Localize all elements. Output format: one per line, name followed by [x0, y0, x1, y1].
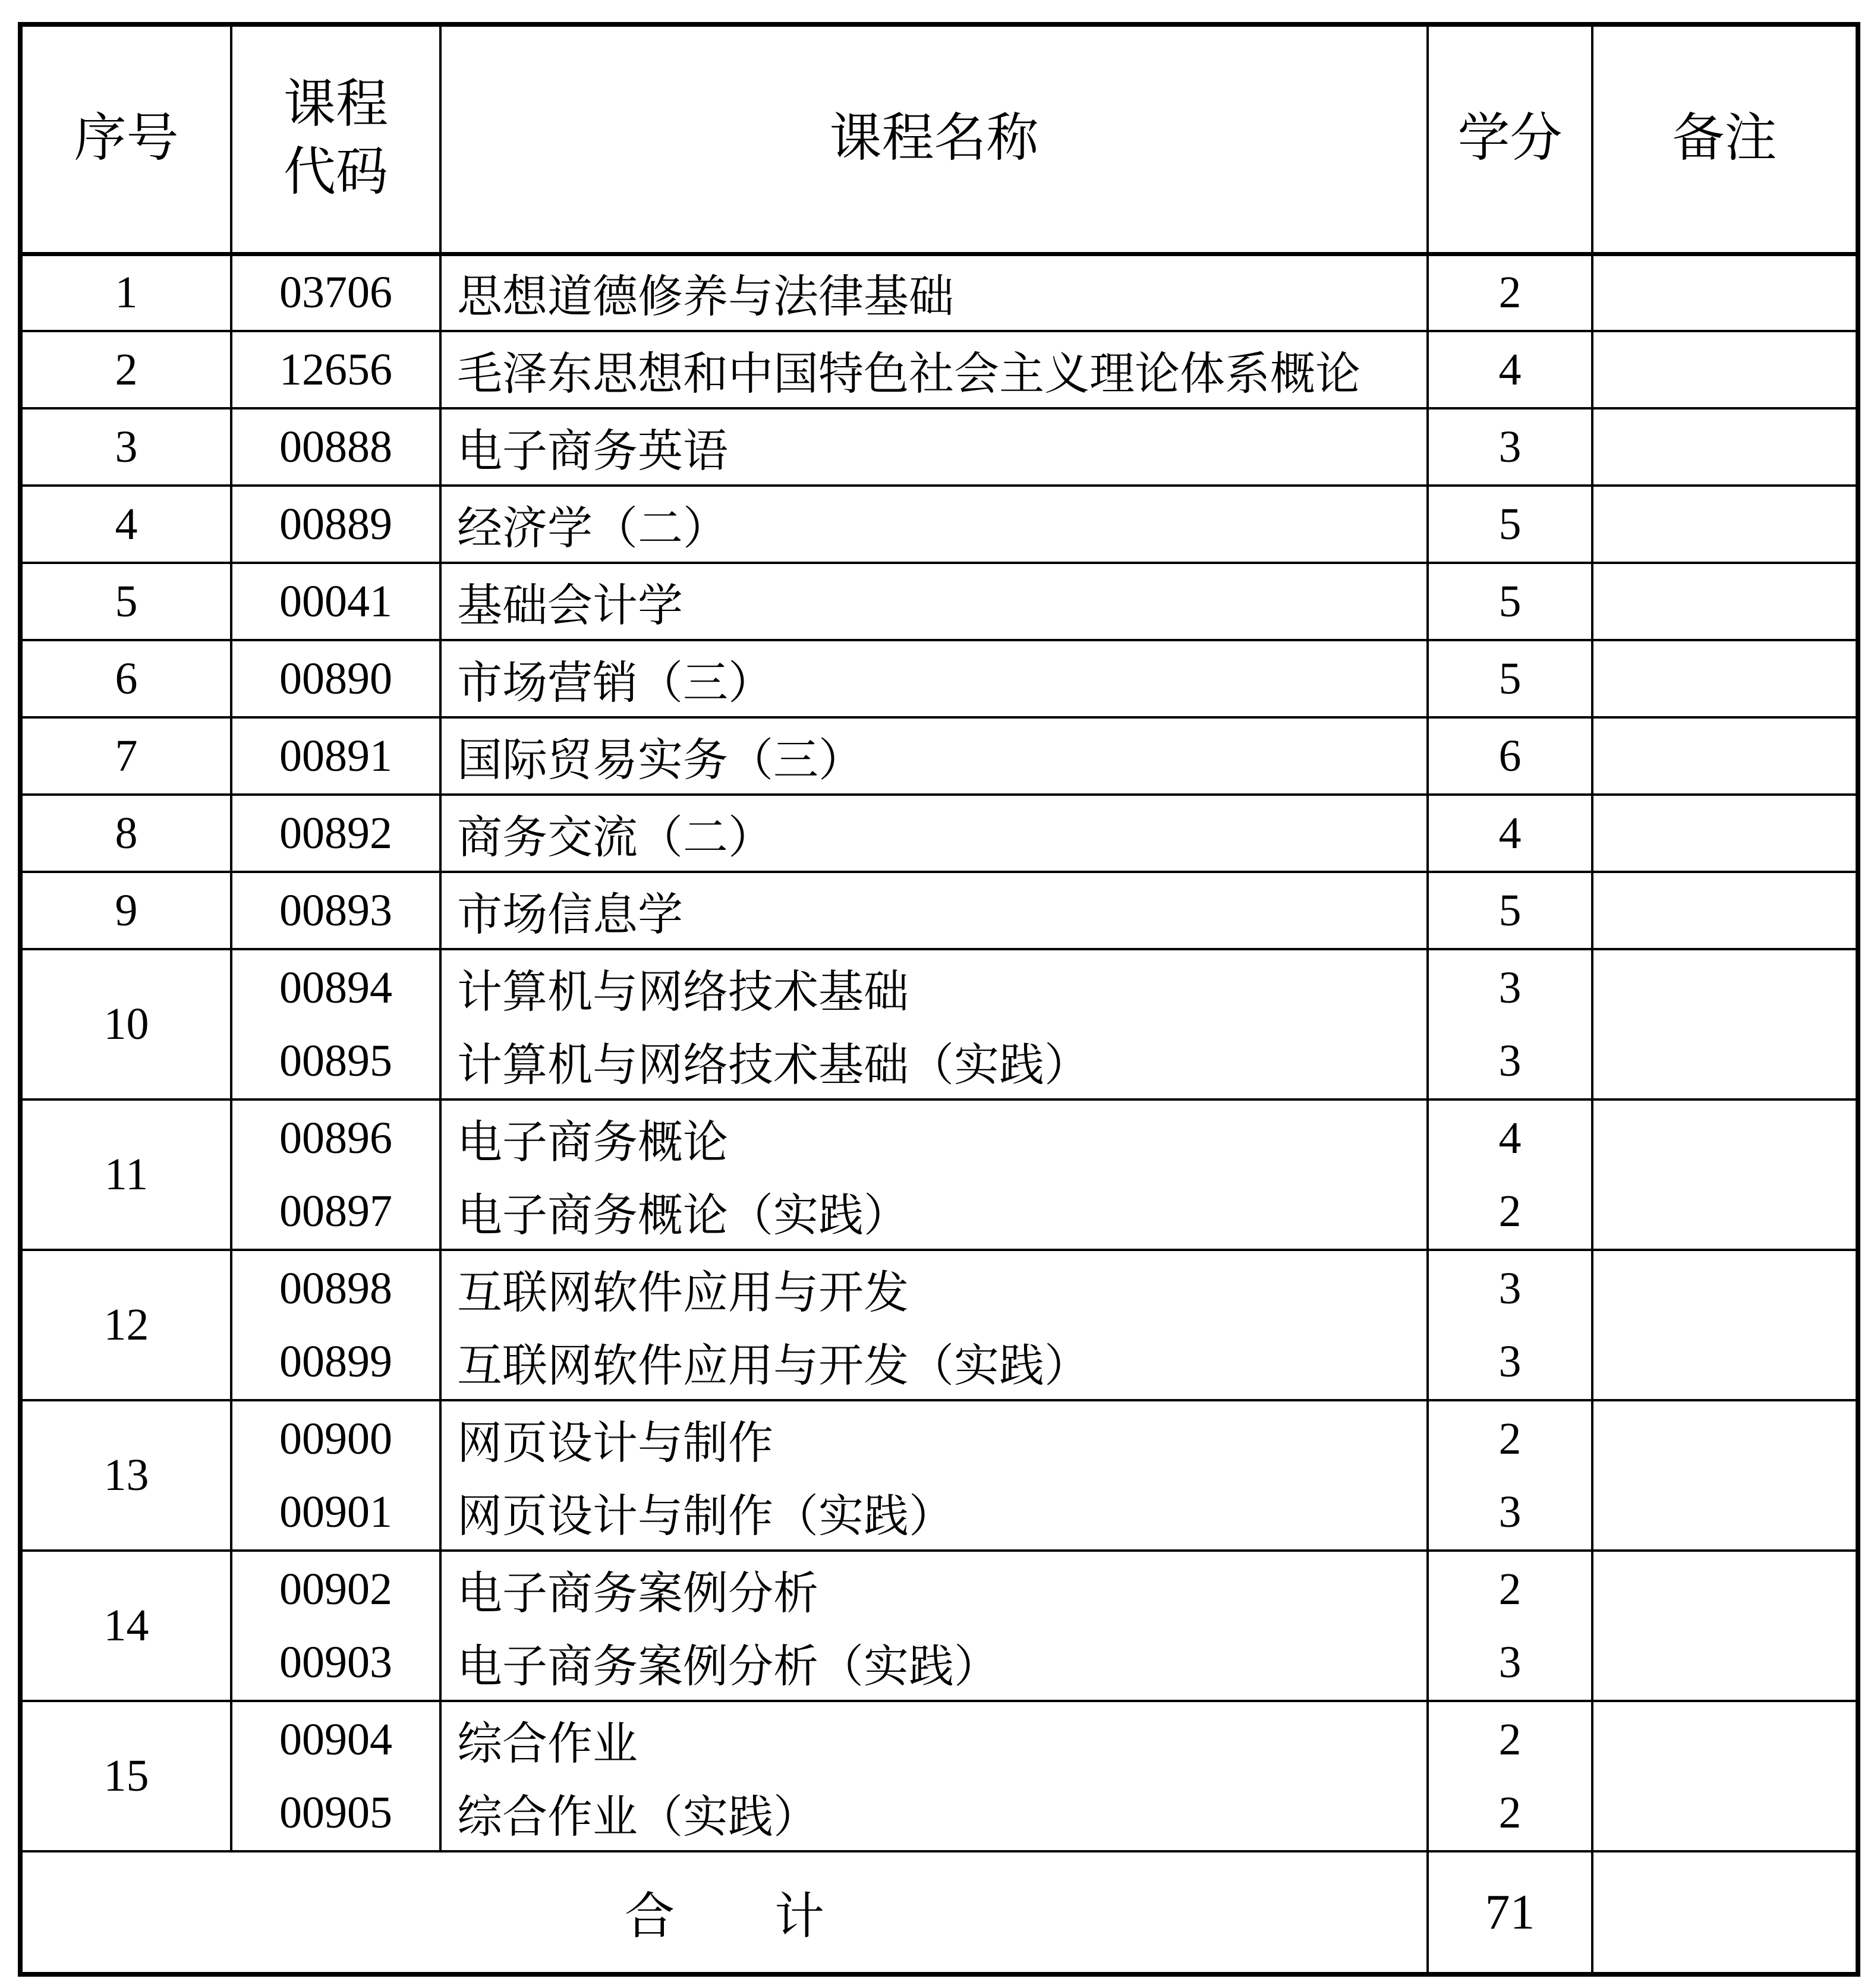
header-index: 序号	[20, 24, 231, 254]
course-credits: 3	[1498, 1637, 1522, 1687]
row-index-cell: 5	[20, 563, 231, 640]
course-name: 国际贸易实务（三）	[457, 735, 864, 786]
row-index-cell: 4	[20, 486, 231, 563]
course-name: 思想道德修养与法律基础	[457, 272, 954, 323]
course-name: 电子商务概论（实践）	[457, 1190, 909, 1241]
code-cell	[231, 408, 440, 486]
table-row	[20, 1400, 1858, 1551]
code-cell	[231, 1099, 440, 1250]
row-index-cell: 14	[20, 1551, 231, 1701]
code-cell	[231, 1551, 440, 1701]
table-row	[20, 563, 1858, 640]
course-credits: 3	[1498, 421, 1522, 472]
course-credits: 5	[1498, 885, 1522, 935]
remarks-cell	[1592, 408, 1858, 486]
name-cell	[440, 331, 1428, 408]
code-cell	[231, 795, 440, 872]
table-row	[20, 254, 1858, 331]
header-remarks: 备注	[1592, 24, 1858, 254]
course-credits: 2	[1498, 1186, 1522, 1236]
credits-cell	[1428, 1250, 1592, 1400]
credits-cell	[1428, 254, 1592, 331]
course-name: 互联网软件应用与开发	[457, 1268, 909, 1318]
name-cell	[440, 717, 1428, 795]
table-row	[20, 331, 1858, 408]
row-index-cell: 7	[20, 717, 231, 795]
name-cell	[440, 1400, 1428, 1551]
course-name: 电子商务案例分析（实践）	[457, 1642, 999, 1692]
credits-cell	[1428, 1400, 1592, 1551]
name-cell	[440, 1099, 1428, 1250]
course-code: 00888	[279, 421, 392, 472]
table-row	[20, 1701, 1858, 1851]
course-table-body	[20, 254, 1858, 1851]
total-remarks-cell	[1592, 1851, 1858, 1974]
course-credits: 4	[1498, 1113, 1522, 1163]
course-name: 综合作业	[457, 1719, 638, 1769]
remarks-cell	[1592, 331, 1858, 408]
remarks-cell	[1592, 254, 1858, 331]
table-row	[20, 872, 1858, 949]
credits-cell	[1428, 872, 1592, 949]
course-code: 00902	[279, 1564, 392, 1614]
table-row	[20, 486, 1858, 563]
course-name: 市场营销（三）	[457, 658, 773, 708]
course-code: 00904	[279, 1714, 392, 1765]
course-credits: 3	[1498, 1263, 1522, 1313]
course-table-footer	[20, 1851, 1858, 1974]
course-name: 互联网软件应用与开发（实践）	[457, 1341, 1089, 1391]
code-cell	[231, 872, 440, 949]
course-name: 毛泽东思想和中国特色社会主义理论体系概论	[457, 349, 1360, 399]
row-index-cell: 13	[20, 1400, 231, 1551]
table-row	[20, 795, 1858, 872]
code-cell	[231, 640, 440, 717]
header-credits: 学分	[1428, 24, 1592, 254]
course-credits: 2	[1498, 1787, 1522, 1838]
remarks-cell	[1592, 949, 1858, 1099]
header-code-line2: 代码	[283, 144, 388, 202]
credits-cell	[1428, 795, 1592, 872]
total-label-cell: 合 计	[20, 1851, 1428, 1974]
course-credits: 2	[1498, 267, 1522, 318]
credits-cell	[1428, 331, 1592, 408]
header-name: 课程名称	[440, 24, 1428, 254]
course-credits: 4	[1498, 344, 1522, 395]
code-cell	[231, 486, 440, 563]
course-code: 00896	[279, 1113, 392, 1163]
course-code: 00899	[279, 1336, 392, 1387]
course-code: 00891	[279, 730, 392, 781]
course-code: 00898	[279, 1263, 392, 1313]
name-cell	[440, 408, 1428, 486]
code-cell	[231, 331, 440, 408]
remarks-cell	[1592, 717, 1858, 795]
credits-cell	[1428, 1701, 1592, 1851]
credits-cell	[1428, 486, 1592, 563]
remarks-cell	[1592, 872, 1858, 949]
name-cell	[440, 795, 1428, 872]
row-index-cell: 3	[20, 408, 231, 486]
credits-cell	[1428, 717, 1592, 795]
course-name: 网页设计与制作（实践）	[457, 1491, 954, 1542]
course-credits: 3	[1498, 962, 1522, 1013]
remarks-cell	[1592, 1250, 1858, 1400]
row-index-cell: 11	[20, 1099, 231, 1250]
course-credits: 4	[1498, 808, 1522, 858]
header-row	[20, 24, 1858, 254]
header-code-line1: 课程	[283, 75, 388, 134]
course-name: 经济学（二）	[457, 503, 728, 554]
course-credits: 3	[1498, 1336, 1522, 1387]
name-cell	[440, 254, 1428, 331]
row-index-cell: 9	[20, 872, 231, 949]
course-code: 00903	[279, 1637, 392, 1687]
course-code: 00893	[279, 885, 392, 935]
header-code	[231, 24, 440, 254]
credits-cell	[1428, 949, 1592, 1099]
remarks-cell	[1592, 1551, 1858, 1701]
course-code: 00894	[279, 962, 392, 1013]
row-index-cell: 15	[20, 1701, 231, 1851]
course-credits: 3	[1498, 1035, 1522, 1086]
row-index-cell: 12	[20, 1250, 231, 1400]
credits-cell	[1428, 640, 1592, 717]
row-index-cell: 2	[20, 331, 231, 408]
credits-cell	[1428, 563, 1592, 640]
table-row	[20, 640, 1858, 717]
course-name: 综合作业（实践）	[457, 1792, 818, 1842]
remarks-cell	[1592, 1701, 1858, 1851]
remarks-cell	[1592, 563, 1858, 640]
code-cell	[231, 254, 440, 331]
table-row	[20, 717, 1858, 795]
name-cell	[440, 1701, 1428, 1851]
remarks-cell	[1592, 1400, 1858, 1551]
name-cell	[440, 1250, 1428, 1400]
table-row	[20, 408, 1858, 486]
row-index-cell: 10	[20, 949, 231, 1099]
code-cell	[231, 1400, 440, 1551]
course-code: 00890	[279, 653, 392, 704]
course-credits: 2	[1498, 1413, 1522, 1464]
course-name: 电子商务英语	[457, 426, 728, 477]
code-cell	[231, 949, 440, 1099]
course-code: 00895	[279, 1035, 392, 1086]
course-name: 市场信息学	[457, 890, 683, 940]
course-code: 00897	[279, 1186, 392, 1236]
course-name: 网页设计与制作	[457, 1418, 773, 1469]
code-cell	[231, 563, 440, 640]
table-row	[20, 1551, 1858, 1701]
course-code: 12656	[279, 344, 392, 395]
row-index-cell: 8	[20, 795, 231, 872]
row-index-cell: 1	[20, 254, 231, 331]
course-credits: 6	[1498, 730, 1522, 781]
name-cell	[440, 640, 1428, 717]
credits-cell	[1428, 408, 1592, 486]
course-code: 00892	[279, 808, 392, 858]
table-row	[20, 1250, 1858, 1400]
code-cell	[231, 1701, 440, 1851]
course-name: 基础会计学	[457, 581, 683, 631]
course-credits: 5	[1498, 499, 1522, 549]
name-cell	[440, 563, 1428, 640]
course-code: 00900	[279, 1413, 392, 1464]
table-row	[20, 949, 1858, 1099]
remarks-cell	[1592, 640, 1858, 717]
remarks-cell	[1592, 486, 1858, 563]
credits-cell	[1428, 1099, 1592, 1250]
course-code: 00041	[279, 576, 392, 626]
table-row	[20, 1099, 1858, 1250]
course-name: 商务交流（二）	[457, 812, 773, 863]
name-cell	[440, 486, 1428, 563]
course-name: 计算机与网络技术基础	[457, 967, 909, 1017]
course-code: 03706	[279, 267, 392, 318]
course-code: 00905	[279, 1787, 392, 1838]
code-cell	[231, 717, 440, 795]
course-credits: 5	[1498, 653, 1522, 704]
remarks-cell	[1592, 1099, 1858, 1250]
total-credits-cell: 71	[1428, 1851, 1592, 1974]
course-name: 电子商务案例分析	[457, 1568, 818, 1619]
course-credits: 3	[1498, 1486, 1522, 1537]
remarks-cell	[1592, 795, 1858, 872]
course-credits: 2	[1498, 1564, 1522, 1614]
course-table	[18, 22, 1860, 1977]
course-code: 00901	[279, 1486, 392, 1537]
credits-cell	[1428, 1551, 1592, 1701]
code-cell	[231, 1250, 440, 1400]
name-cell	[440, 949, 1428, 1099]
course-credits: 2	[1498, 1714, 1522, 1765]
name-cell	[440, 1551, 1428, 1701]
course-name: 计算机与网络技术基础（实践）	[457, 1040, 1089, 1091]
course-credits: 5	[1498, 576, 1522, 626]
row-index-cell: 6	[20, 640, 231, 717]
course-code: 00889	[279, 499, 392, 549]
total-row	[20, 1851, 1858, 1974]
course-name: 电子商务概论	[457, 1117, 728, 1168]
name-cell	[440, 872, 1428, 949]
